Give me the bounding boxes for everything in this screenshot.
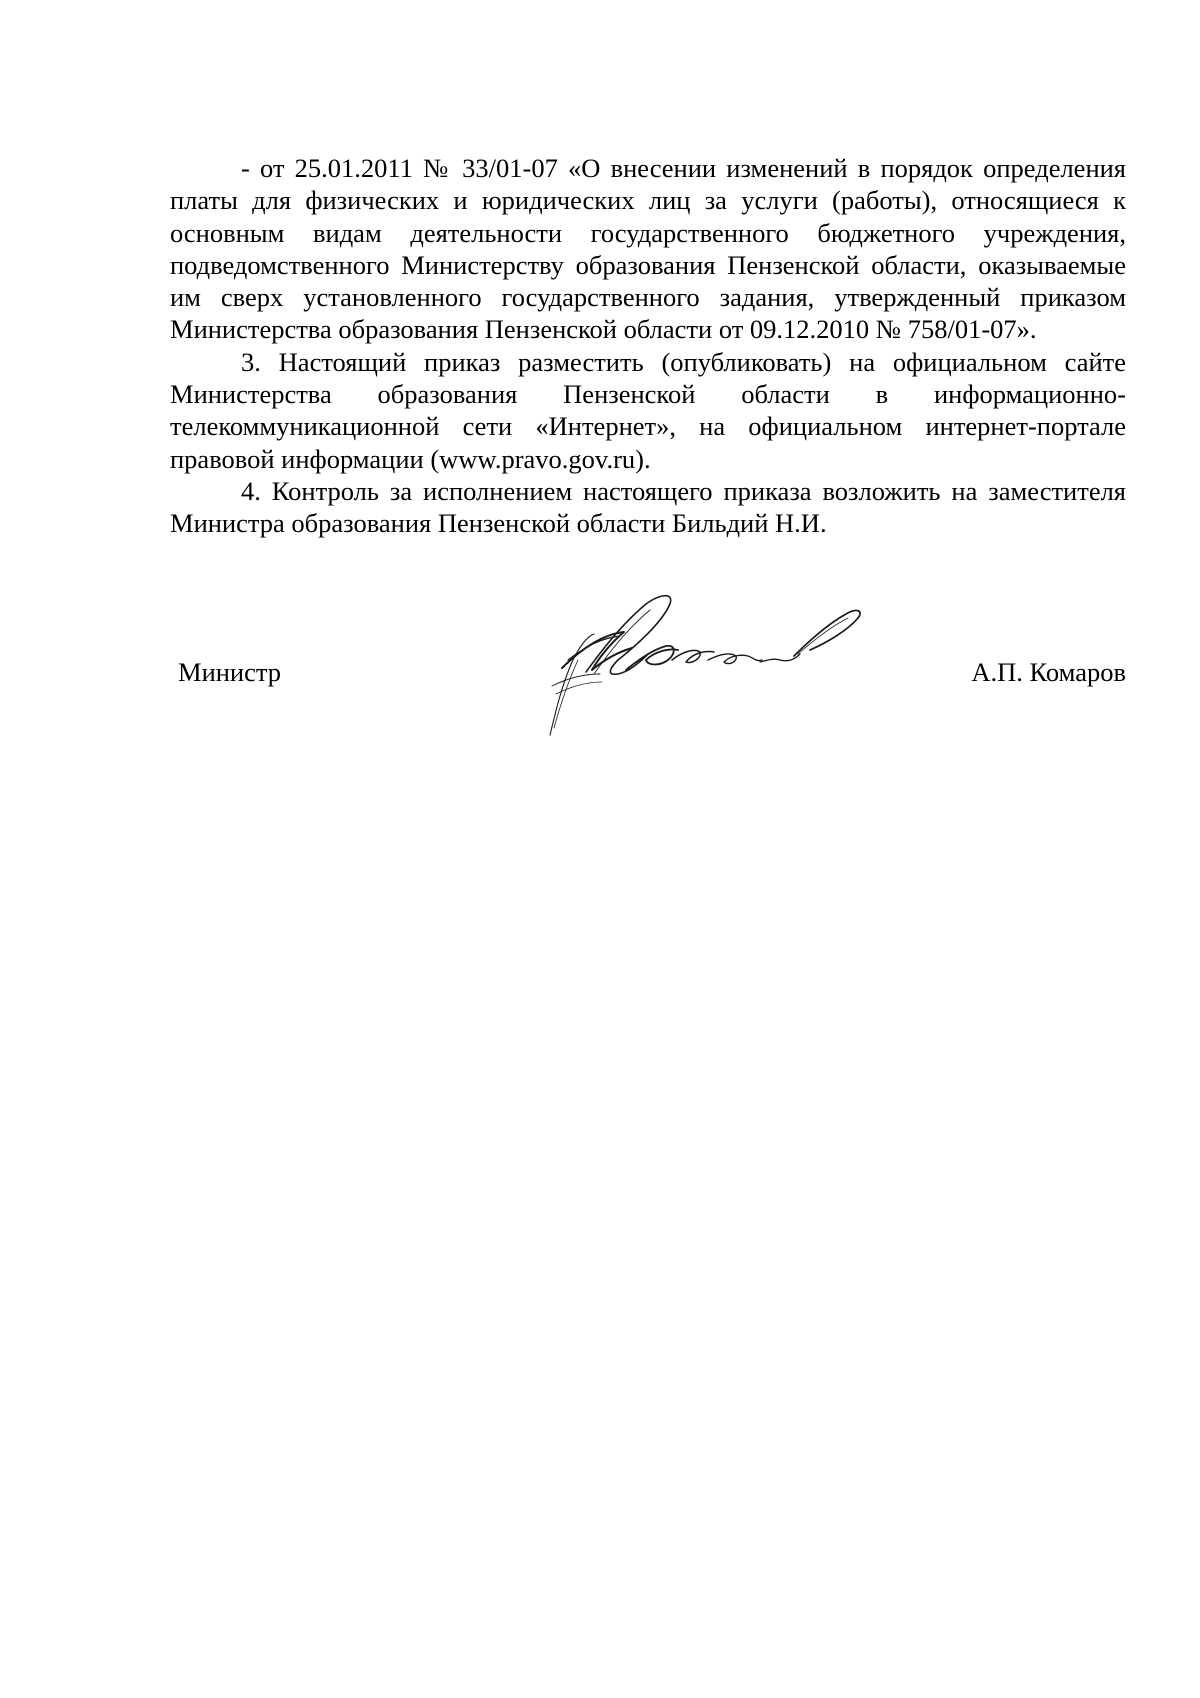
paragraph-control: 4. Контроль за исполнением настоящего приказа возложить на заместителя Министра образования Пензенской области Бильдий Н.И. bbox=[170, 475, 1126, 539]
signature-block bbox=[170, 590, 1126, 740]
paragraph-publication: 3. Настоящий приказ разместить (опубликовать) на официальном сайте Министерства образования Пензенской области в информационно-телекоммуникационной сети «Интернет», на официальном интернет-портале правовой информации (www.pravo.gov.ru). bbox=[170, 346, 1126, 474]
paragraph-amendment: - от 25.01.2011 № 33/01-07 «О внесении изменений в порядок определения платы для физических и юридических лиц за услуги (работы), относящиеся к основным видам деятельности государственного бюджетного учреждения, подведомственного Министерству образования Пензенской области, оказываемые им сверх установленного государственного задания, утвержденный приказом Министерства образования Пензенской области от 09.12.2010 № 758/01-07». bbox=[170, 153, 1126, 345]
signatory-title: Министр bbox=[178, 657, 282, 687]
signatory-name: А.П. Комаров bbox=[971, 657, 1126, 687]
document-body bbox=[170, 152, 1126, 540]
handwritten-signature bbox=[542, 590, 872, 740]
